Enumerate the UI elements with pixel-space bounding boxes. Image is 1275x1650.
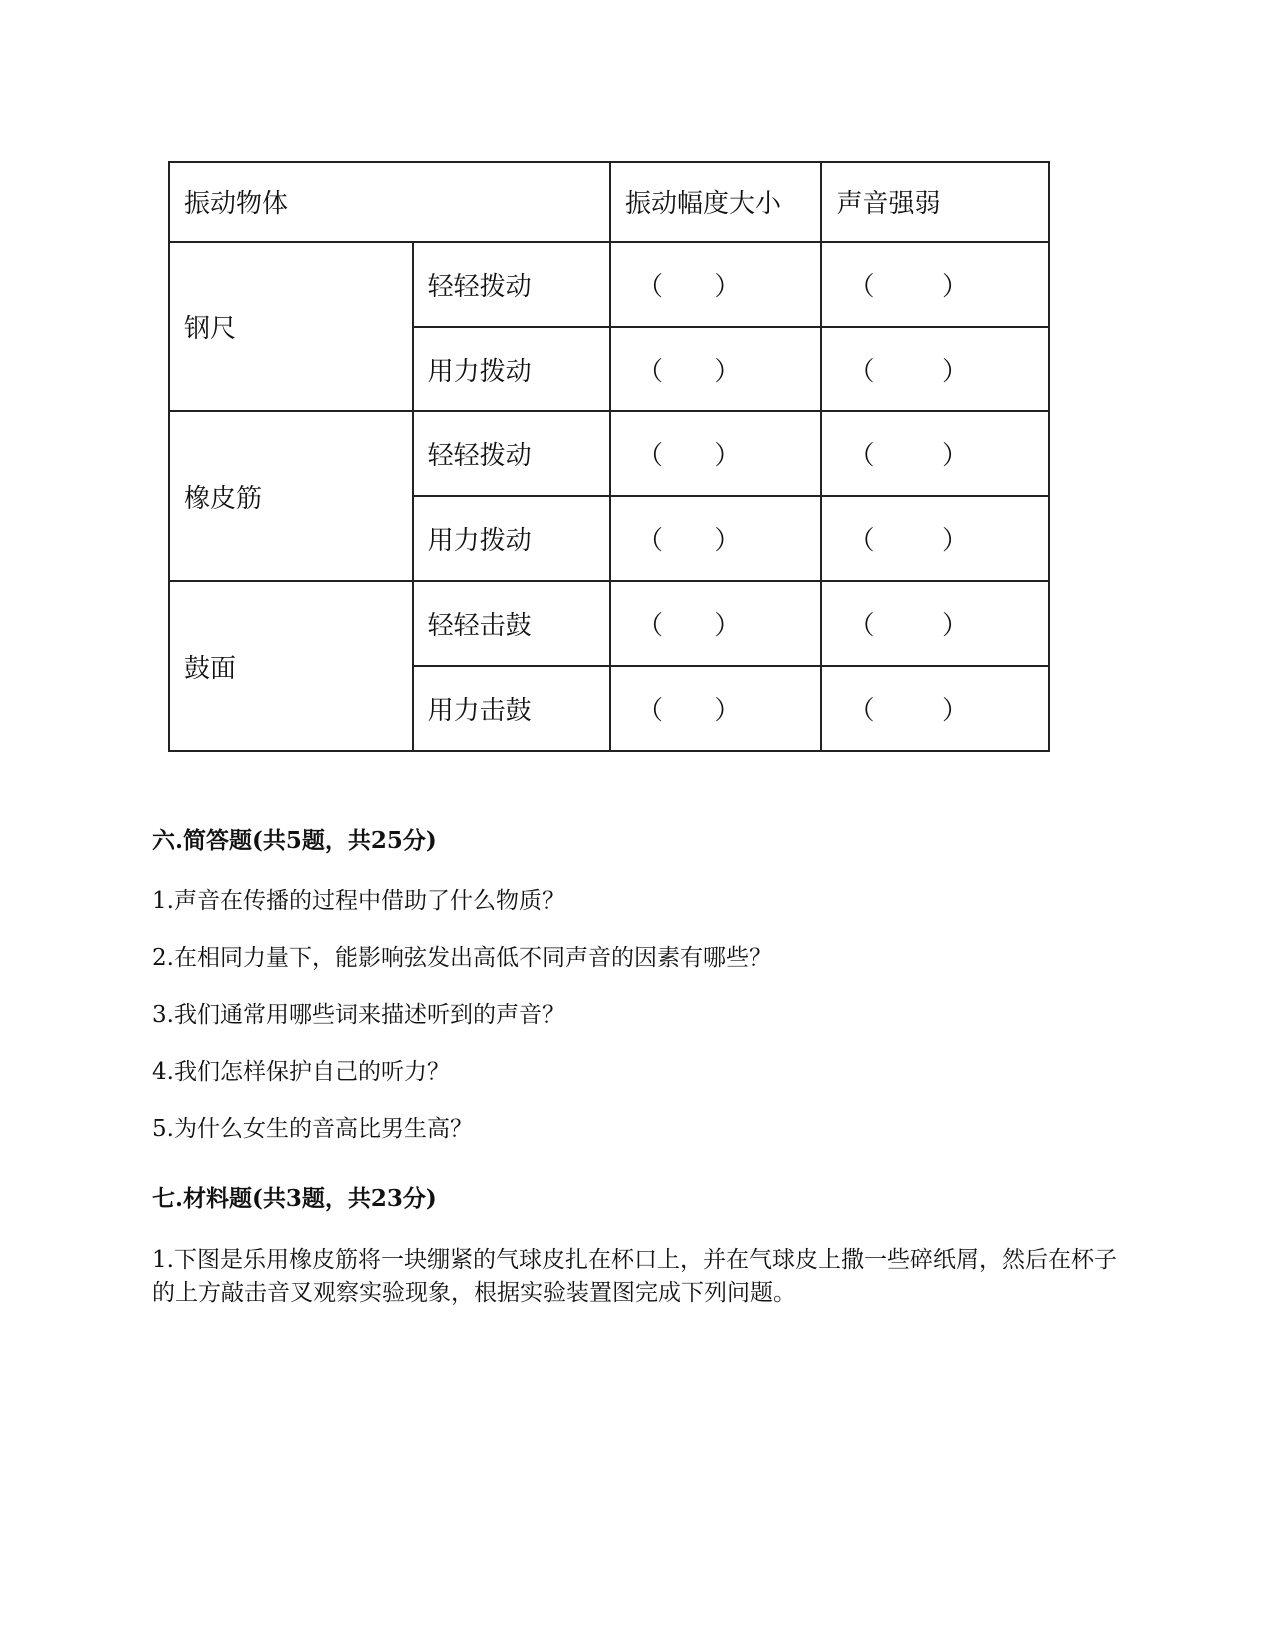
question-item: 5.为什么女生的音高比男生高？ [152,1116,473,1142]
question-item: 2.在相同力量下，能影响弦发出高低不同声音的因素有哪些？ [152,945,772,971]
table-row [169,581,1049,666]
header-amplitude: 振动幅度大小 [610,162,821,242]
answer-blank: （ ） [610,242,821,327]
group-name: 钢尺 [169,242,413,412]
action-cell: 用力击鼓 [413,666,610,751]
action-cell: 轻轻拨动 [413,411,610,496]
answer-blank: （ ） [821,581,1049,666]
answer-blank: （ ） [821,327,1049,412]
answer-blank: （ ） [610,496,821,581]
answer-blank: （ ） [610,411,821,496]
section6-title: 六.简答题(共5题，共25分) [152,827,437,854]
action-cell: 用力拨动 [413,327,610,412]
header-strength: 声音强弱 [821,162,1049,242]
table-row [169,411,1049,496]
table-row [169,242,1049,327]
section7-title: 七.材料题(共3题，共23分) [152,1185,437,1212]
question-item: 1.声音在传播的过程中借助了什么物质？ [152,888,565,914]
header-object: 振动物体 [169,162,610,242]
question-item: 3.我们通常用哪些词来描述听到的声音？ [152,1002,565,1028]
answer-blank: （ ） [821,496,1049,581]
action-cell: 轻轻拨动 [413,242,610,327]
answer-blank: （ ） [821,666,1049,751]
group-name: 鼓面 [169,581,413,751]
vibration-table [168,161,1050,752]
answer-blank: （ ） [821,242,1049,327]
answer-blank: （ ） [610,581,821,666]
group-name: 橡皮筋 [169,411,413,581]
question-item: 1.下图是乐用橡皮筋将一块绷紧的气球皮扎在杯口上，并在气球皮上撒一些碎纸屑，然后在杯子的上方敲击音叉观察实验现象，根据实验装置图完成下列问题。 [152,1247,1117,1306]
question-item: 4.我们怎样保护自己的听力？ [152,1059,450,1085]
action-cell: 轻轻击鼓 [413,581,610,666]
answer-blank: （ ） [610,327,821,412]
action-cell: 用力拨动 [413,496,610,581]
answer-blank: （ ） [821,411,1049,496]
table-header-row [169,162,1049,242]
answer-blank: （ ） [610,666,821,751]
